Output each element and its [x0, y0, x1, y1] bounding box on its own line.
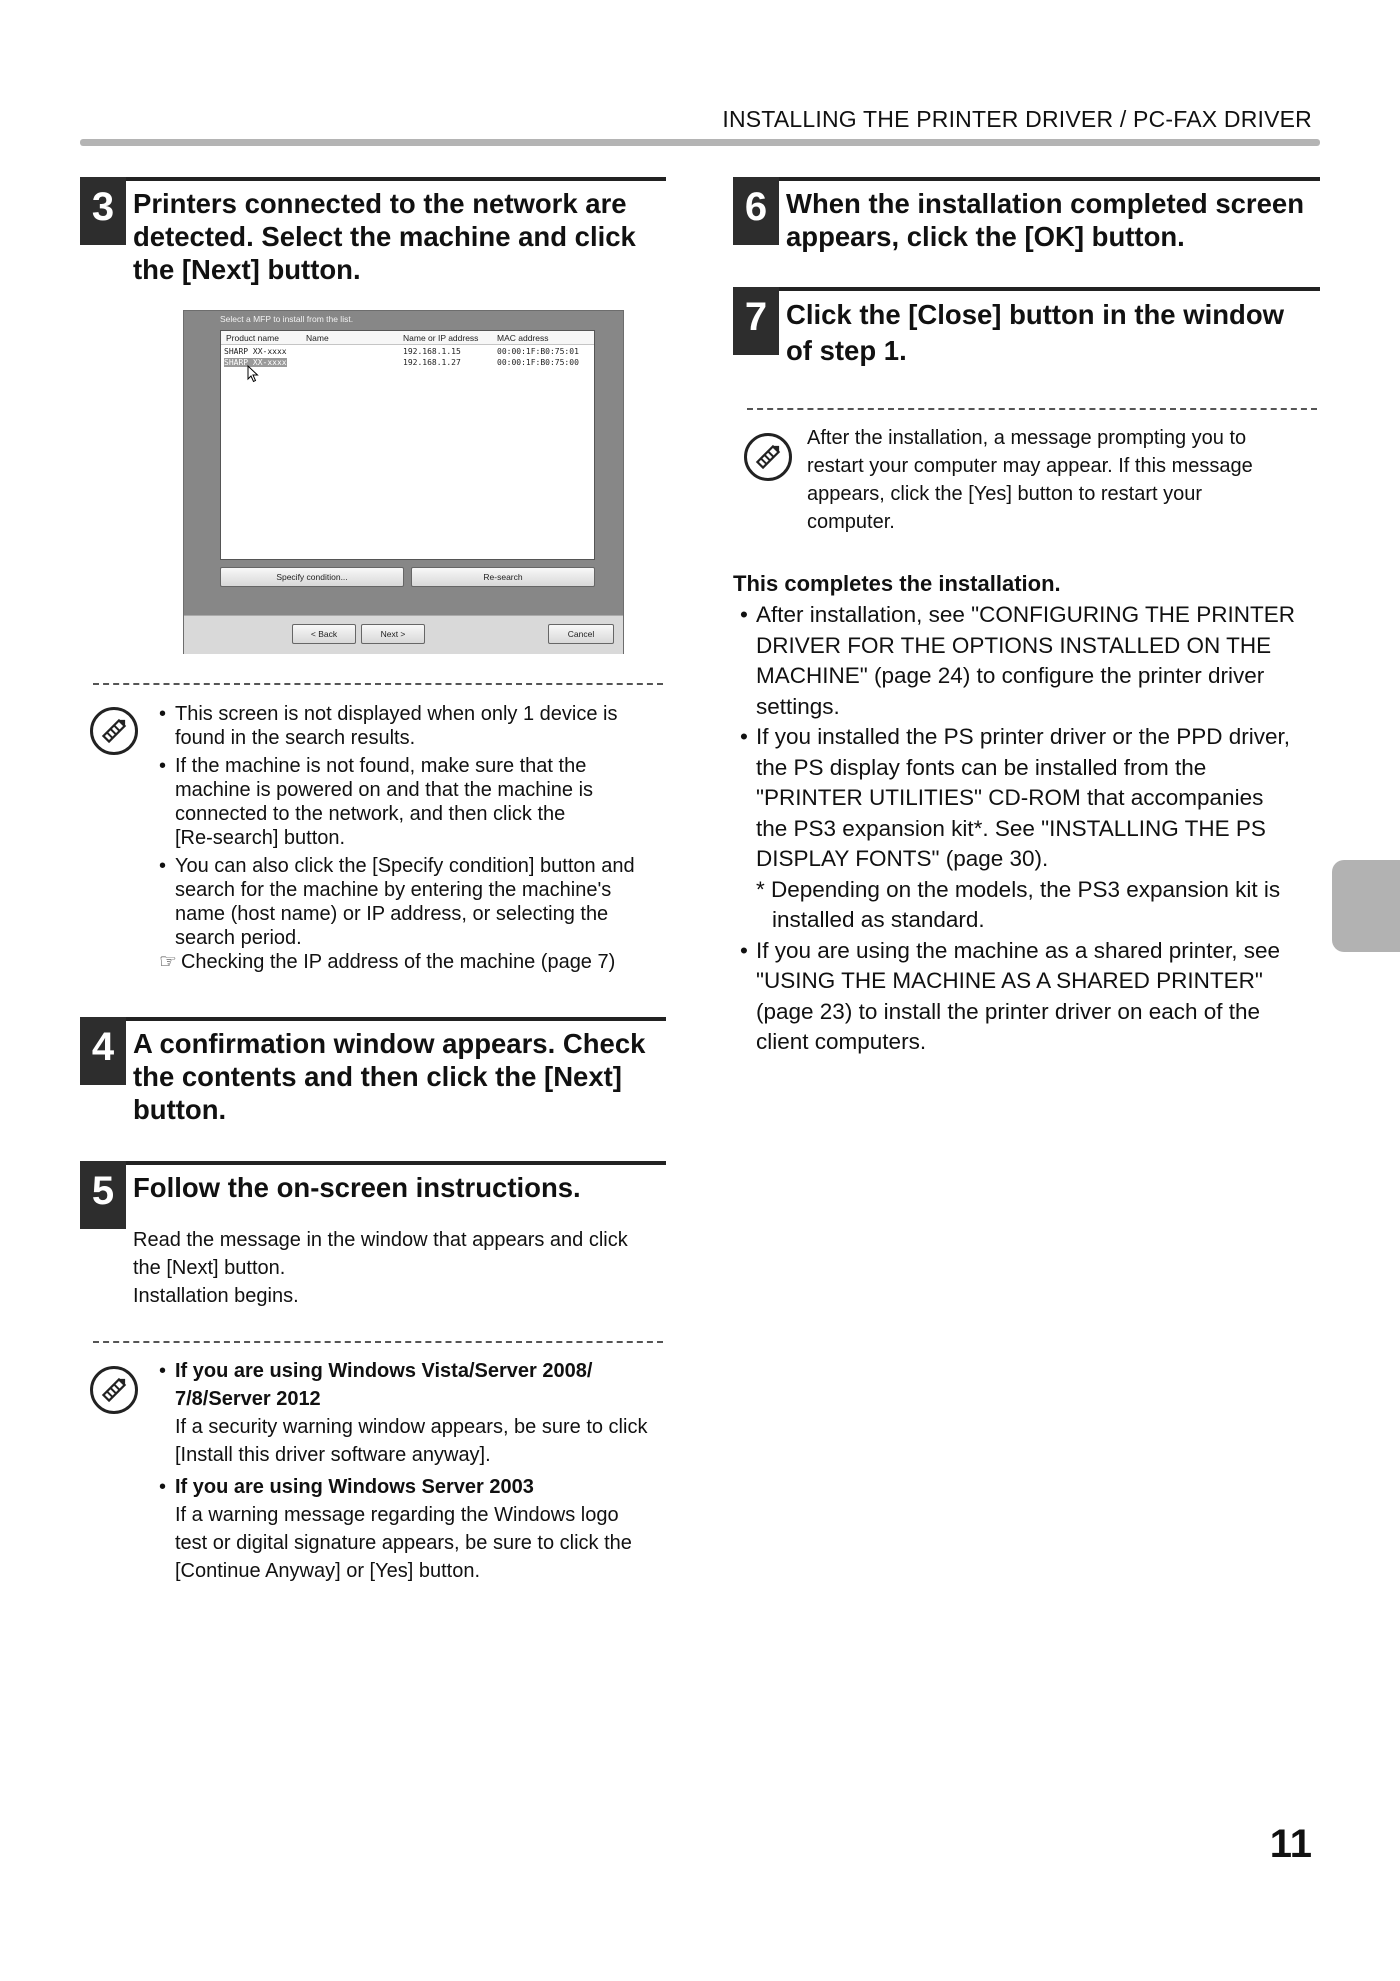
note-heading: 7/8/Server 2012 — [175, 1388, 321, 1410]
dialog-button-bar — [184, 615, 623, 654]
note-line: connected to the network, and then click the — [175, 803, 566, 825]
title-line: the [Next] button. — [133, 254, 361, 285]
completion-line: (page 23) to install the printer driver on each of the — [756, 998, 1261, 1024]
note-heading: • If you are using Windows Vista/Server 2008/ — [175, 1360, 593, 1382]
reference-link[interactable] — [159, 950, 669, 974]
completion-line: After installation, see "CONFIGURING THE PRINTER — [756, 602, 1295, 627]
title-line: detected. Select the machine and click — [133, 221, 636, 252]
footnote — [756, 875, 1325, 936]
ip-address: 192.168.1.15 — [403, 347, 461, 356]
note-line: name (host name) or IP address, or selecting the — [175, 903, 609, 925]
column-header: Product name — [226, 333, 279, 343]
footnote-line: * Depending on the models, the PS3 expansion kit is — [756, 876, 1281, 902]
header-rule — [80, 139, 1320, 146]
step-number: 6 — [733, 177, 779, 245]
column-header: Name or IP address — [403, 333, 479, 343]
list-item-selected[interactable] — [221, 356, 594, 367]
body-line: the [Next] button. — [133, 1257, 286, 1279]
completion-item — [740, 936, 1325, 1058]
step-title — [786, 187, 1320, 253]
completion-line: the PS3 expansion kit*. See "INSTALLING THE PS — [756, 815, 1266, 841]
step-rule — [733, 287, 1320, 291]
section-header: INSTALLING THE PRINTER DRIVER / PC-FAX DRIVER — [722, 106, 1312, 132]
title-line: button. — [133, 1094, 227, 1125]
title-line: When the installation completed screen — [786, 188, 1305, 219]
note-line: computer. — [807, 511, 895, 533]
note-line: After the installation, a message prompting you to — [807, 427, 1247, 449]
step-title — [133, 1027, 666, 1126]
note-separator — [93, 1341, 663, 1343]
step-6 — [733, 177, 1320, 252]
completion-list — [740, 600, 1325, 1058]
note-heading: • If you are using Windows Server 2003 — [175, 1476, 534, 1498]
re-search-button[interactable]: Re-search — [411, 567, 595, 587]
step-number: 3 — [80, 177, 126, 245]
completion-item — [740, 600, 1325, 722]
step-rule — [733, 177, 1320, 181]
ip-address: 192.168.1.27 — [403, 358, 461, 367]
step7-note — [807, 424, 1317, 536]
step-rule — [80, 1017, 666, 1021]
note-line: found in the search results. — [175, 727, 416, 749]
body-line: Installation begins. — [133, 1285, 299, 1307]
note-item — [159, 1357, 669, 1469]
step-title — [133, 1171, 666, 1204]
completion-line: client computers. — [756, 1029, 927, 1054]
step-4 — [80, 1017, 666, 1129]
note-line: appears, click the [Yes] button to restart your — [807, 483, 1203, 505]
note-line: search period. — [175, 927, 302, 949]
mouse-cursor-icon — [247, 365, 259, 383]
footnote-line: installed as standard. — [772, 907, 985, 932]
bullet: • — [740, 602, 748, 627]
note-line: • If the machine is not found, make sure that the — [175, 755, 587, 777]
step3-note-list — [159, 702, 669, 978]
pencil-note-icon — [90, 707, 138, 755]
step5-note-list — [159, 1357, 669, 1589]
completion-heading: This completes the installation. — [733, 571, 1061, 596]
step-title — [133, 187, 666, 286]
product-name: SHARP XX-xxxx — [224, 347, 287, 356]
step-5 — [80, 1161, 666, 1229]
note-item — [159, 702, 669, 750]
note-line: [Install this driver software anyway]. — [175, 1444, 491, 1466]
mac-address: 00:00:1F:B0:75:00 — [497, 358, 579, 367]
completion-line: the PS display fonts can be installed from the — [756, 754, 1207, 780]
note-line: restart your computer may appear. If this message — [807, 455, 1253, 477]
note-line: If a security warning window appears, be sure to click — [175, 1416, 648, 1438]
step-number: 5 — [80, 1161, 126, 1229]
note-line: [Re-search] button. — [175, 827, 346, 849]
next-button[interactable]: Next > — [361, 624, 425, 644]
column-header: MAC address — [497, 333, 549, 343]
list-header — [221, 331, 594, 345]
step-3 — [80, 177, 666, 289]
dialog-title: Select a MFP to install from the list. — [220, 314, 354, 324]
completion-line: If you installed the PS printer driver or the PPD driver, — [756, 724, 1290, 749]
list-item[interactable] — [221, 345, 594, 356]
device-list[interactable] — [220, 330, 595, 560]
note-line: • You can also click the [Specify condition] button and — [175, 855, 635, 877]
specify-condition-button[interactable]: Specify condition... — [220, 567, 404, 587]
note-item — [159, 754, 669, 850]
back-button[interactable]: < Back — [292, 624, 356, 644]
step-title — [786, 297, 1320, 369]
note-item — [159, 854, 669, 950]
completion-line: If you are using the machine as a shared printer, see — [756, 937, 1281, 963]
body-line: Read the message in the window that appears and click — [133, 1229, 628, 1251]
completion-line: DISPLAY FONTS" (page 30). — [756, 846, 1049, 871]
note-line: search for the machine by entering the machine's — [175, 879, 612, 901]
chapter-tab — [1332, 860, 1400, 952]
pencil-note-icon — [744, 433, 792, 481]
note-line: machine is powered on and that the machine is — [175, 779, 594, 801]
note-line: test or digital signature appears, be sure to click the — [175, 1532, 632, 1554]
title-line: Follow the on-screen instructions. — [133, 1172, 581, 1203]
step-number: 4 — [80, 1017, 126, 1085]
bullet: • — [740, 724, 748, 749]
completion-line: "USING THE MACHINE AS A SHARED PRINTER" — [756, 968, 1263, 993]
mac-address: 00:00:1F:B0:75:01 — [497, 347, 579, 356]
device-selection-dialog — [183, 310, 624, 654]
step-rule — [80, 1161, 666, 1165]
completion-line: "PRINTER UTILITIES" CD-ROM that accompanies — [756, 785, 1264, 810]
pointing-hand-icon: ☞ — [159, 951, 177, 973]
cancel-button[interactable]: Cancel — [548, 624, 614, 644]
step-number: 7 — [733, 287, 779, 355]
reference-text: Checking the IP address of the machine (page 7) — [180, 951, 616, 973]
step-7 — [733, 287, 1320, 367]
step-rule — [80, 177, 666, 181]
note-item — [159, 1473, 669, 1585]
title-line: Click the [Close] button in the window — [786, 299, 1285, 330]
product-name: SHARP XX-xxxx — [224, 358, 287, 367]
bullet: • — [740, 937, 748, 963]
title-line: A confirmation window appears. Check — [133, 1028, 646, 1059]
step5-body — [133, 1226, 673, 1310]
title-line: the contents and then click the [Next] — [133, 1061, 622, 1092]
pencil-note-icon — [90, 1366, 138, 1414]
completion-line: settings. — [756, 693, 840, 719]
page-number: 11 — [1269, 1822, 1312, 1866]
note-line: • This screen is not displayed when only 1 device is — [175, 703, 618, 725]
column-header: Name — [306, 333, 329, 343]
note-line: [Continue Anyway] or [Yes] button. — [175, 1560, 481, 1582]
completion-item — [740, 722, 1325, 936]
note-separator — [747, 408, 1317, 410]
title-line: Printers connected to the network are — [133, 188, 627, 219]
title-line: of step 1. — [786, 335, 907, 366]
completion-line: MACHINE" (page 24) to configure the printer driver — [756, 663, 1265, 688]
note-separator — [93, 683, 663, 685]
note-line: If a warning message regarding the Windows logo — [175, 1504, 619, 1526]
title-line: appears, click the [OK] button. — [786, 221, 1185, 252]
completion-line: DRIVER FOR THE OPTIONS INSTALLED ON THE — [756, 632, 1272, 658]
